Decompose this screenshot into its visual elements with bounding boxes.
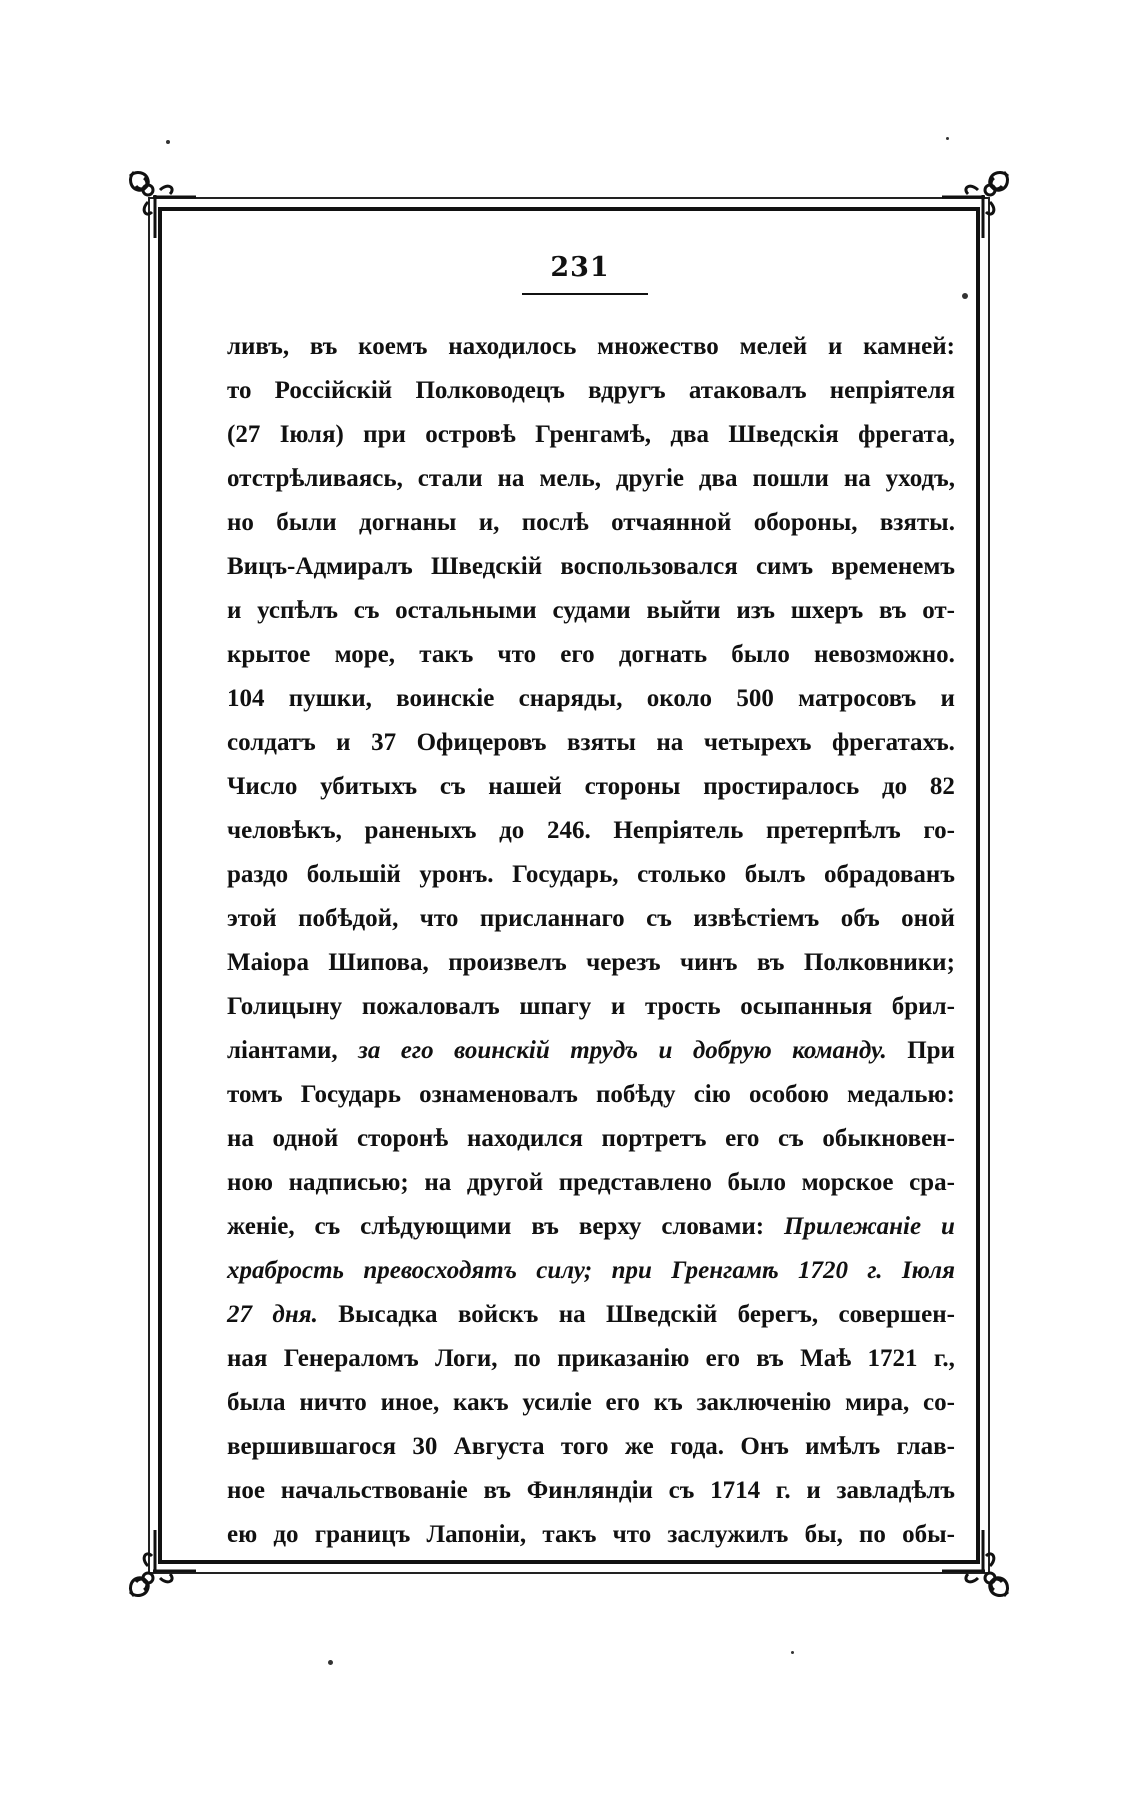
word: и xyxy=(336,729,351,756)
word: представлено xyxy=(558,1169,712,1196)
word: до xyxy=(273,1521,299,1548)
word: столько xyxy=(637,861,727,888)
text-line xyxy=(227,369,955,413)
text-line xyxy=(227,545,955,589)
word: уходъ, xyxy=(885,465,955,492)
word: берегъ, xyxy=(737,1301,819,1328)
word: съ xyxy=(778,1125,804,1152)
word: имѣлъ xyxy=(805,1433,881,1460)
word: Шипова, xyxy=(328,949,429,976)
word: 1720 xyxy=(798,1257,849,1284)
word: къ xyxy=(653,1389,683,1416)
word: черезъ xyxy=(586,949,661,976)
word: въ xyxy=(531,1213,559,1240)
word: вершившагося xyxy=(227,1433,396,1460)
word: догнаны xyxy=(359,509,457,536)
text-line xyxy=(227,1337,955,1381)
word: съ xyxy=(314,1213,341,1240)
word: 30 xyxy=(412,1433,438,1460)
word: при xyxy=(363,421,406,448)
word: пушки, xyxy=(288,685,372,712)
text-line xyxy=(227,853,955,897)
word: взяты. xyxy=(879,509,955,536)
word: обыкновен- xyxy=(822,1125,955,1152)
word: словами: xyxy=(661,1213,765,1240)
word: воинскій xyxy=(454,1037,550,1064)
word: съ xyxy=(668,1477,695,1504)
word: при xyxy=(611,1257,652,1284)
word: и xyxy=(827,333,843,360)
word: этой xyxy=(227,905,277,932)
text-line xyxy=(227,897,955,941)
word: два xyxy=(670,421,710,448)
word: по xyxy=(513,1345,541,1372)
text-line xyxy=(227,633,955,677)
word: обы- xyxy=(902,1521,955,1548)
word: добрую xyxy=(692,1037,772,1064)
page-number: 231 xyxy=(550,252,610,283)
word: за xyxy=(358,1037,381,1064)
word: временемъ xyxy=(831,553,955,580)
word: присланнаго xyxy=(479,905,625,932)
word: глав- xyxy=(896,1433,955,1460)
word: другой xyxy=(466,1169,544,1196)
text-line xyxy=(227,501,955,545)
word: такъ xyxy=(419,641,474,668)
word: два xyxy=(698,465,738,492)
word: иное, xyxy=(380,1389,440,1416)
word: простиралось xyxy=(703,773,860,800)
word: Шведскій xyxy=(606,1301,718,1328)
word: осыпанныя xyxy=(740,993,873,1020)
word: его xyxy=(725,1125,760,1152)
word: множество xyxy=(597,333,719,360)
word: одной xyxy=(272,1125,339,1152)
word: островѣ xyxy=(425,421,516,448)
word: 1721 xyxy=(867,1345,918,1372)
word: находился xyxy=(466,1125,583,1152)
word: ливъ, xyxy=(227,333,290,360)
word: находилось xyxy=(448,333,577,360)
word: Гренгамѣ xyxy=(671,1257,779,1284)
scan-speck xyxy=(791,1651,794,1654)
word: Онъ xyxy=(740,1433,789,1460)
word: обороны, xyxy=(753,509,858,536)
word: по xyxy=(859,1521,886,1548)
word: была xyxy=(227,1389,286,1416)
text-line xyxy=(227,1425,955,1469)
word: фрегатахъ. xyxy=(831,729,955,756)
word: что xyxy=(612,1521,652,1548)
word: 37 xyxy=(371,729,397,756)
word: пожаловалъ xyxy=(361,993,500,1020)
word: до xyxy=(499,817,525,844)
word: было xyxy=(731,641,790,668)
word: объ xyxy=(840,905,880,932)
text-line xyxy=(227,1249,955,1293)
word: Вицъ-Адмиралъ xyxy=(227,553,413,580)
word: отстрѣливаясь, xyxy=(227,465,403,492)
word: воспользовался xyxy=(560,553,738,580)
word: команду. xyxy=(792,1037,887,1064)
text-line xyxy=(227,413,955,457)
word: оной xyxy=(901,905,955,932)
word: но xyxy=(227,509,254,536)
word: завладѣлъ xyxy=(836,1477,955,1504)
word: извѣстіемъ xyxy=(693,905,820,932)
word: былъ xyxy=(744,861,806,888)
word: мира, xyxy=(845,1389,910,1416)
corner-ornament-icon xyxy=(936,168,1012,244)
word: непріятеля xyxy=(829,377,955,404)
scan-speck xyxy=(962,293,968,299)
word: такъ xyxy=(542,1521,597,1548)
word: верху xyxy=(578,1213,642,1240)
word: медалью: xyxy=(847,1081,955,1108)
text-line xyxy=(227,1073,955,1117)
corner-ornament-icon xyxy=(126,1524,202,1600)
word: Маѣ xyxy=(800,1345,852,1372)
text-line xyxy=(227,721,955,765)
word: ліантами, xyxy=(227,1037,338,1064)
word: от- xyxy=(922,597,955,624)
word: раздо xyxy=(227,861,289,888)
word: приказанію xyxy=(557,1345,690,1372)
text-line xyxy=(227,325,955,369)
word: невозможно. xyxy=(814,641,955,668)
word: ное xyxy=(227,1477,266,1504)
word: и xyxy=(658,1037,673,1064)
word: г. xyxy=(867,1257,883,1284)
word: слѣдующими xyxy=(360,1213,512,1240)
body-text xyxy=(227,325,955,1557)
word: на xyxy=(497,465,525,492)
scan-speck xyxy=(946,137,949,140)
word: крытое xyxy=(227,641,311,668)
word: г., xyxy=(933,1345,955,1372)
word: заслужилъ xyxy=(667,1521,789,1548)
word: мель, xyxy=(539,465,601,492)
word: ознаменовалъ xyxy=(419,1081,578,1108)
word: ная xyxy=(227,1345,268,1372)
word: Высадка xyxy=(338,1301,438,1328)
word: стали xyxy=(417,465,483,492)
word: въ xyxy=(756,949,785,976)
word: большій xyxy=(306,861,401,888)
word: При xyxy=(907,1037,955,1064)
word: Іюля) xyxy=(279,421,344,448)
word: на xyxy=(227,1125,254,1152)
word: и xyxy=(610,993,626,1020)
word: побѣду xyxy=(595,1081,676,1108)
word: на xyxy=(424,1169,452,1196)
word: выйти xyxy=(646,597,721,624)
word: трость xyxy=(644,993,721,1020)
word: произвелъ xyxy=(448,949,567,976)
word: коемъ xyxy=(358,333,428,360)
word: судами xyxy=(552,597,631,624)
word: заключенію xyxy=(696,1389,832,1416)
scan-speck xyxy=(328,1660,333,1665)
word: фрегата, xyxy=(858,421,955,448)
word: въ xyxy=(309,333,338,360)
word: пошли xyxy=(752,465,829,492)
word: догнать xyxy=(618,641,708,668)
word: и xyxy=(227,597,242,624)
word: того xyxy=(560,1433,609,1460)
word: солдатъ xyxy=(227,729,316,756)
text-line xyxy=(227,457,955,501)
word: Маіора xyxy=(227,949,309,976)
word: вдругъ xyxy=(588,377,666,404)
word: Число xyxy=(227,773,298,800)
word: шпагу xyxy=(519,993,592,1020)
word: снаряды, xyxy=(518,685,623,712)
word: Государь, xyxy=(512,861,619,888)
word: въ xyxy=(756,1345,784,1372)
word: Іюля xyxy=(901,1257,955,1284)
word: бы, xyxy=(804,1521,843,1548)
word: раненыхъ xyxy=(364,817,477,844)
word: его xyxy=(560,641,595,668)
word: Гренгамѣ, xyxy=(535,421,651,448)
word: нашей xyxy=(488,773,562,800)
word: какъ xyxy=(453,1389,509,1416)
word: дня. xyxy=(272,1301,318,1328)
word: сторонѣ xyxy=(356,1125,449,1152)
word: томъ xyxy=(227,1081,283,1108)
word: въ xyxy=(879,597,907,624)
text-line xyxy=(227,1117,955,1161)
text-line xyxy=(227,1161,955,1205)
word: превосходятъ xyxy=(363,1257,517,1284)
word: убитыхъ xyxy=(320,773,418,800)
word: что xyxy=(419,905,459,932)
word: Шведскія xyxy=(728,421,839,448)
word: на xyxy=(558,1301,586,1328)
word: взяты xyxy=(567,729,636,756)
word: изъ xyxy=(736,597,775,624)
word: его xyxy=(400,1037,434,1064)
word: Государь xyxy=(300,1081,401,1108)
word: Полководецъ xyxy=(415,377,565,404)
word: Непріятель xyxy=(613,817,744,844)
word: брил- xyxy=(891,993,955,1020)
text-line xyxy=(227,1205,955,1249)
word: 82 xyxy=(929,773,955,800)
word: Прилежаніе xyxy=(784,1213,922,1240)
word: войскъ xyxy=(457,1301,539,1328)
word: (27 xyxy=(227,421,261,448)
word: побѣдой, xyxy=(298,905,399,932)
text-line xyxy=(227,677,955,721)
word: съ xyxy=(353,597,380,624)
word: камней: xyxy=(863,333,955,360)
word: сію xyxy=(693,1081,731,1108)
word: 246. xyxy=(546,817,591,844)
word: сра- xyxy=(909,1169,955,1196)
word: портретъ xyxy=(601,1125,707,1152)
word: надписью; xyxy=(288,1169,409,1196)
word: чинъ xyxy=(680,949,738,976)
word: другіе xyxy=(615,465,684,492)
word: обрадованъ xyxy=(824,861,955,888)
word: трудъ xyxy=(570,1037,639,1064)
text-line xyxy=(227,1469,955,1513)
word: симъ xyxy=(755,553,814,580)
page-number-rule xyxy=(522,293,648,295)
word: же xyxy=(624,1433,654,1460)
word: Генераломъ xyxy=(283,1345,419,1372)
word: послѣ xyxy=(521,509,589,536)
word: 104 xyxy=(227,685,265,712)
word: совершен- xyxy=(838,1301,955,1328)
word: границъ xyxy=(314,1521,411,1548)
word: въ xyxy=(483,1477,511,1504)
word: остальными xyxy=(395,597,537,624)
word: море, xyxy=(334,641,396,668)
word: стороны xyxy=(584,773,681,800)
word: ною xyxy=(227,1169,274,1196)
text-line xyxy=(227,765,955,809)
word: Россійскій xyxy=(274,377,393,404)
word: Финляндіи xyxy=(526,1477,653,1504)
word: и xyxy=(806,1477,821,1504)
text-line xyxy=(227,985,955,1029)
word: его xyxy=(605,1389,640,1416)
word: четырехъ xyxy=(703,729,812,756)
word: особою xyxy=(749,1081,829,1108)
word: до xyxy=(882,773,908,800)
word: 27 xyxy=(227,1301,252,1328)
word: уронъ. xyxy=(419,861,494,888)
word: атаковалъ xyxy=(688,377,807,404)
word: успѣлъ xyxy=(257,597,338,624)
text-line xyxy=(227,1029,955,1073)
text-line xyxy=(227,809,955,853)
word: Полковники; xyxy=(803,949,955,976)
word: г. xyxy=(775,1477,791,1504)
word: его xyxy=(705,1345,740,1372)
word: Офицеровъ xyxy=(416,729,547,756)
word: что xyxy=(497,641,537,668)
word: шхеръ xyxy=(790,597,864,624)
word: отчаянной xyxy=(611,509,732,536)
word: 1714 xyxy=(710,1477,761,1504)
word: силу; xyxy=(536,1257,593,1284)
word: претерпѣлъ xyxy=(766,817,901,844)
text-line xyxy=(227,1381,955,1425)
word: мелей xyxy=(739,333,808,360)
text-line xyxy=(227,1293,955,1337)
word: ничто xyxy=(299,1389,367,1416)
scan-speck xyxy=(166,140,170,144)
word: было xyxy=(727,1169,787,1196)
word: около xyxy=(646,685,713,712)
word: усиліе xyxy=(522,1389,592,1416)
word: Логи, xyxy=(434,1345,498,1372)
word: на xyxy=(656,729,684,756)
word: съ xyxy=(646,905,672,932)
word: и, xyxy=(478,509,500,536)
word: человѣкъ, xyxy=(227,817,342,844)
word: и xyxy=(941,1213,955,1240)
word: и xyxy=(940,685,955,712)
word: Шведскій xyxy=(430,553,543,580)
word: ею xyxy=(227,1521,258,1548)
word: со- xyxy=(923,1389,955,1416)
word: Лапоніи, xyxy=(426,1521,527,1548)
word: храбрость xyxy=(227,1257,344,1284)
word: года. xyxy=(670,1433,725,1460)
word: то xyxy=(227,377,252,404)
word: Голицыну xyxy=(227,993,343,1020)
word: на xyxy=(843,465,871,492)
word: воинскіе xyxy=(396,685,495,712)
text-line xyxy=(227,1513,955,1557)
text-line xyxy=(227,589,955,633)
word: женіе, xyxy=(227,1213,295,1240)
word: матросовъ xyxy=(798,685,917,712)
word: были xyxy=(276,509,337,536)
corner-ornament-icon xyxy=(126,168,202,244)
word: 500 xyxy=(736,685,774,712)
word: морское xyxy=(801,1169,894,1196)
text-line xyxy=(227,941,955,985)
word: начальствованіе xyxy=(280,1477,468,1504)
word: съ xyxy=(439,773,466,800)
word: Августа xyxy=(453,1433,545,1460)
word: го- xyxy=(923,817,955,844)
